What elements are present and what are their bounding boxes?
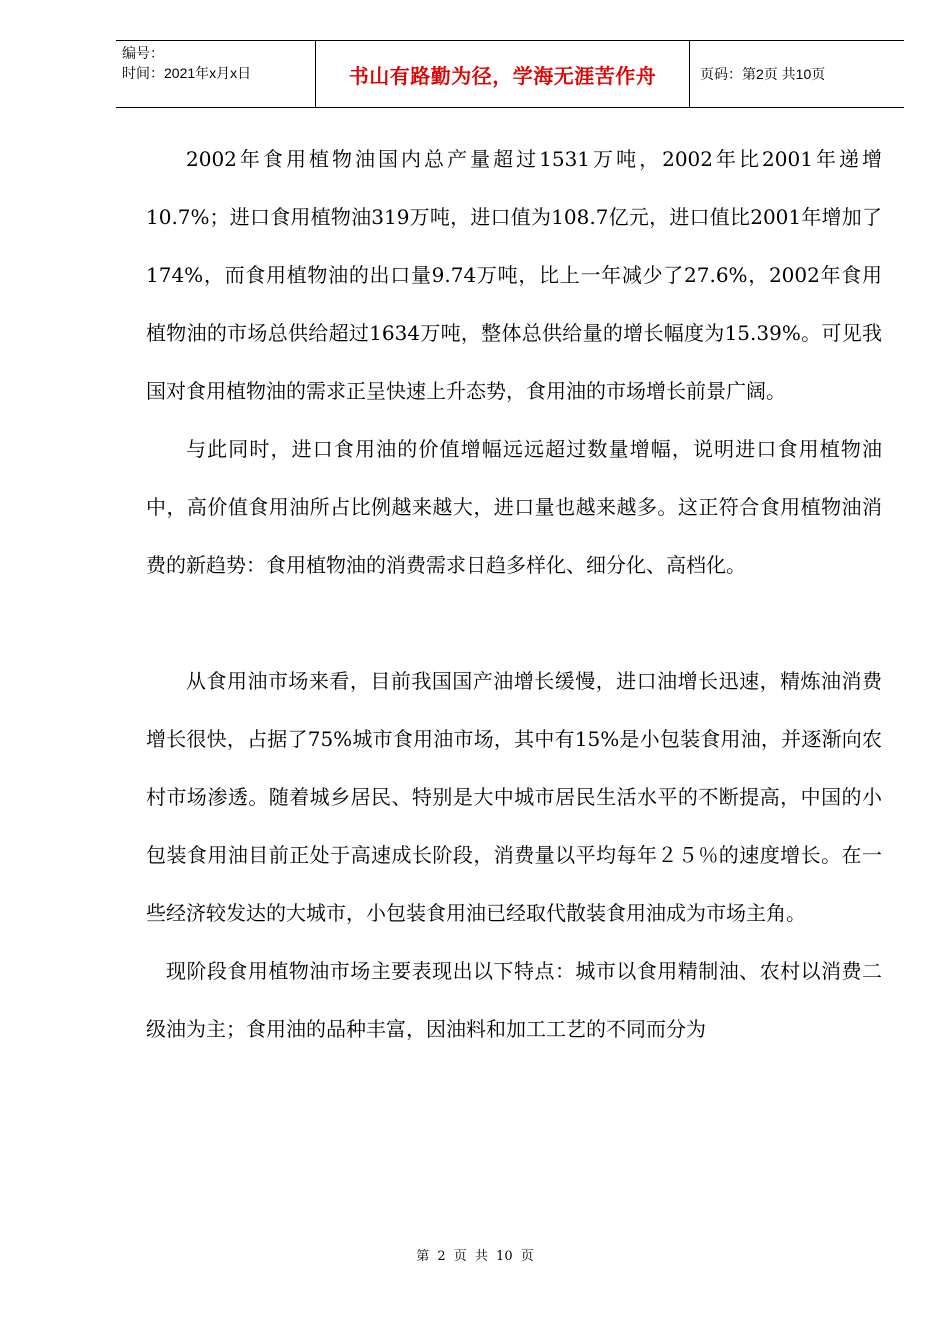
- paragraph-market-features: 现阶段食用植物油市场主要表现出以下特点：城市以食用精制油、农村以消费二级油为主；食用油的品种丰富，因油料和加工工艺的不同而分为: [146, 959, 882, 1041]
- document-body: [146, 130, 882, 1058]
- header-motto: 书山有路勤为径，学海无涯苦作舟: [316, 41, 690, 107]
- header-page-info: 页码：第2页 共10页: [700, 66, 826, 82]
- header-meta: [116, 41, 316, 107]
- paragraph-production-stats: 2002年食用植物油国内总产量超过1531万吨，2002年比2001年递增10.7%；进口食用植物油319万吨，进口值为108.7亿元，进口值比2001年增加了174%，而食用植物油的出口量9.74万吨，比上一年减少了27.6%，2002年食用植物油的市场总供给超过1634万吨，整体总供给量的增长幅度为15.39%。可见我国对食用植物油的需求正呈快速上升态势，食用油的市场增长前景广阔。: [146, 147, 882, 403]
- paragraph-gap: [146, 594, 882, 652]
- page-footer: 第 2 页 共 10 页: [416, 1249, 534, 1264]
- paragraph-market-view: 从食用油市场来看，目前我国国产油增长缓慢，进口油增长迅速，精炼油消费增长很快，占据了75%城市食用油市场，其中有15%是小包装食用油，并逐渐向农村市场渗透。随着城乡居民、特别是大中城市居民生活水平的不断提高，中国的小包装食用油目前正处于高速成长阶段，消费量以平均每年２５％的速度增长。在一些经济较发达的大城市，小包装食用油已经取代散装食用油成为市场主角。: [146, 669, 882, 925]
- page-header: [116, 40, 904, 108]
- time-label: 时间：2021年x月x日: [122, 65, 252, 81]
- paragraph-import-value: 与此同时，进口食用油的价值增幅远远超过数量增幅，说明进口食用植物油中，高价值食用油所占比例越来越大，进口量也越来越多。这正符合食用植物油消费的新趋势：食用植物油的消费需求日趋多样化、细分化、高档化。: [146, 437, 882, 577]
- number-label: 编号：: [122, 45, 164, 61]
